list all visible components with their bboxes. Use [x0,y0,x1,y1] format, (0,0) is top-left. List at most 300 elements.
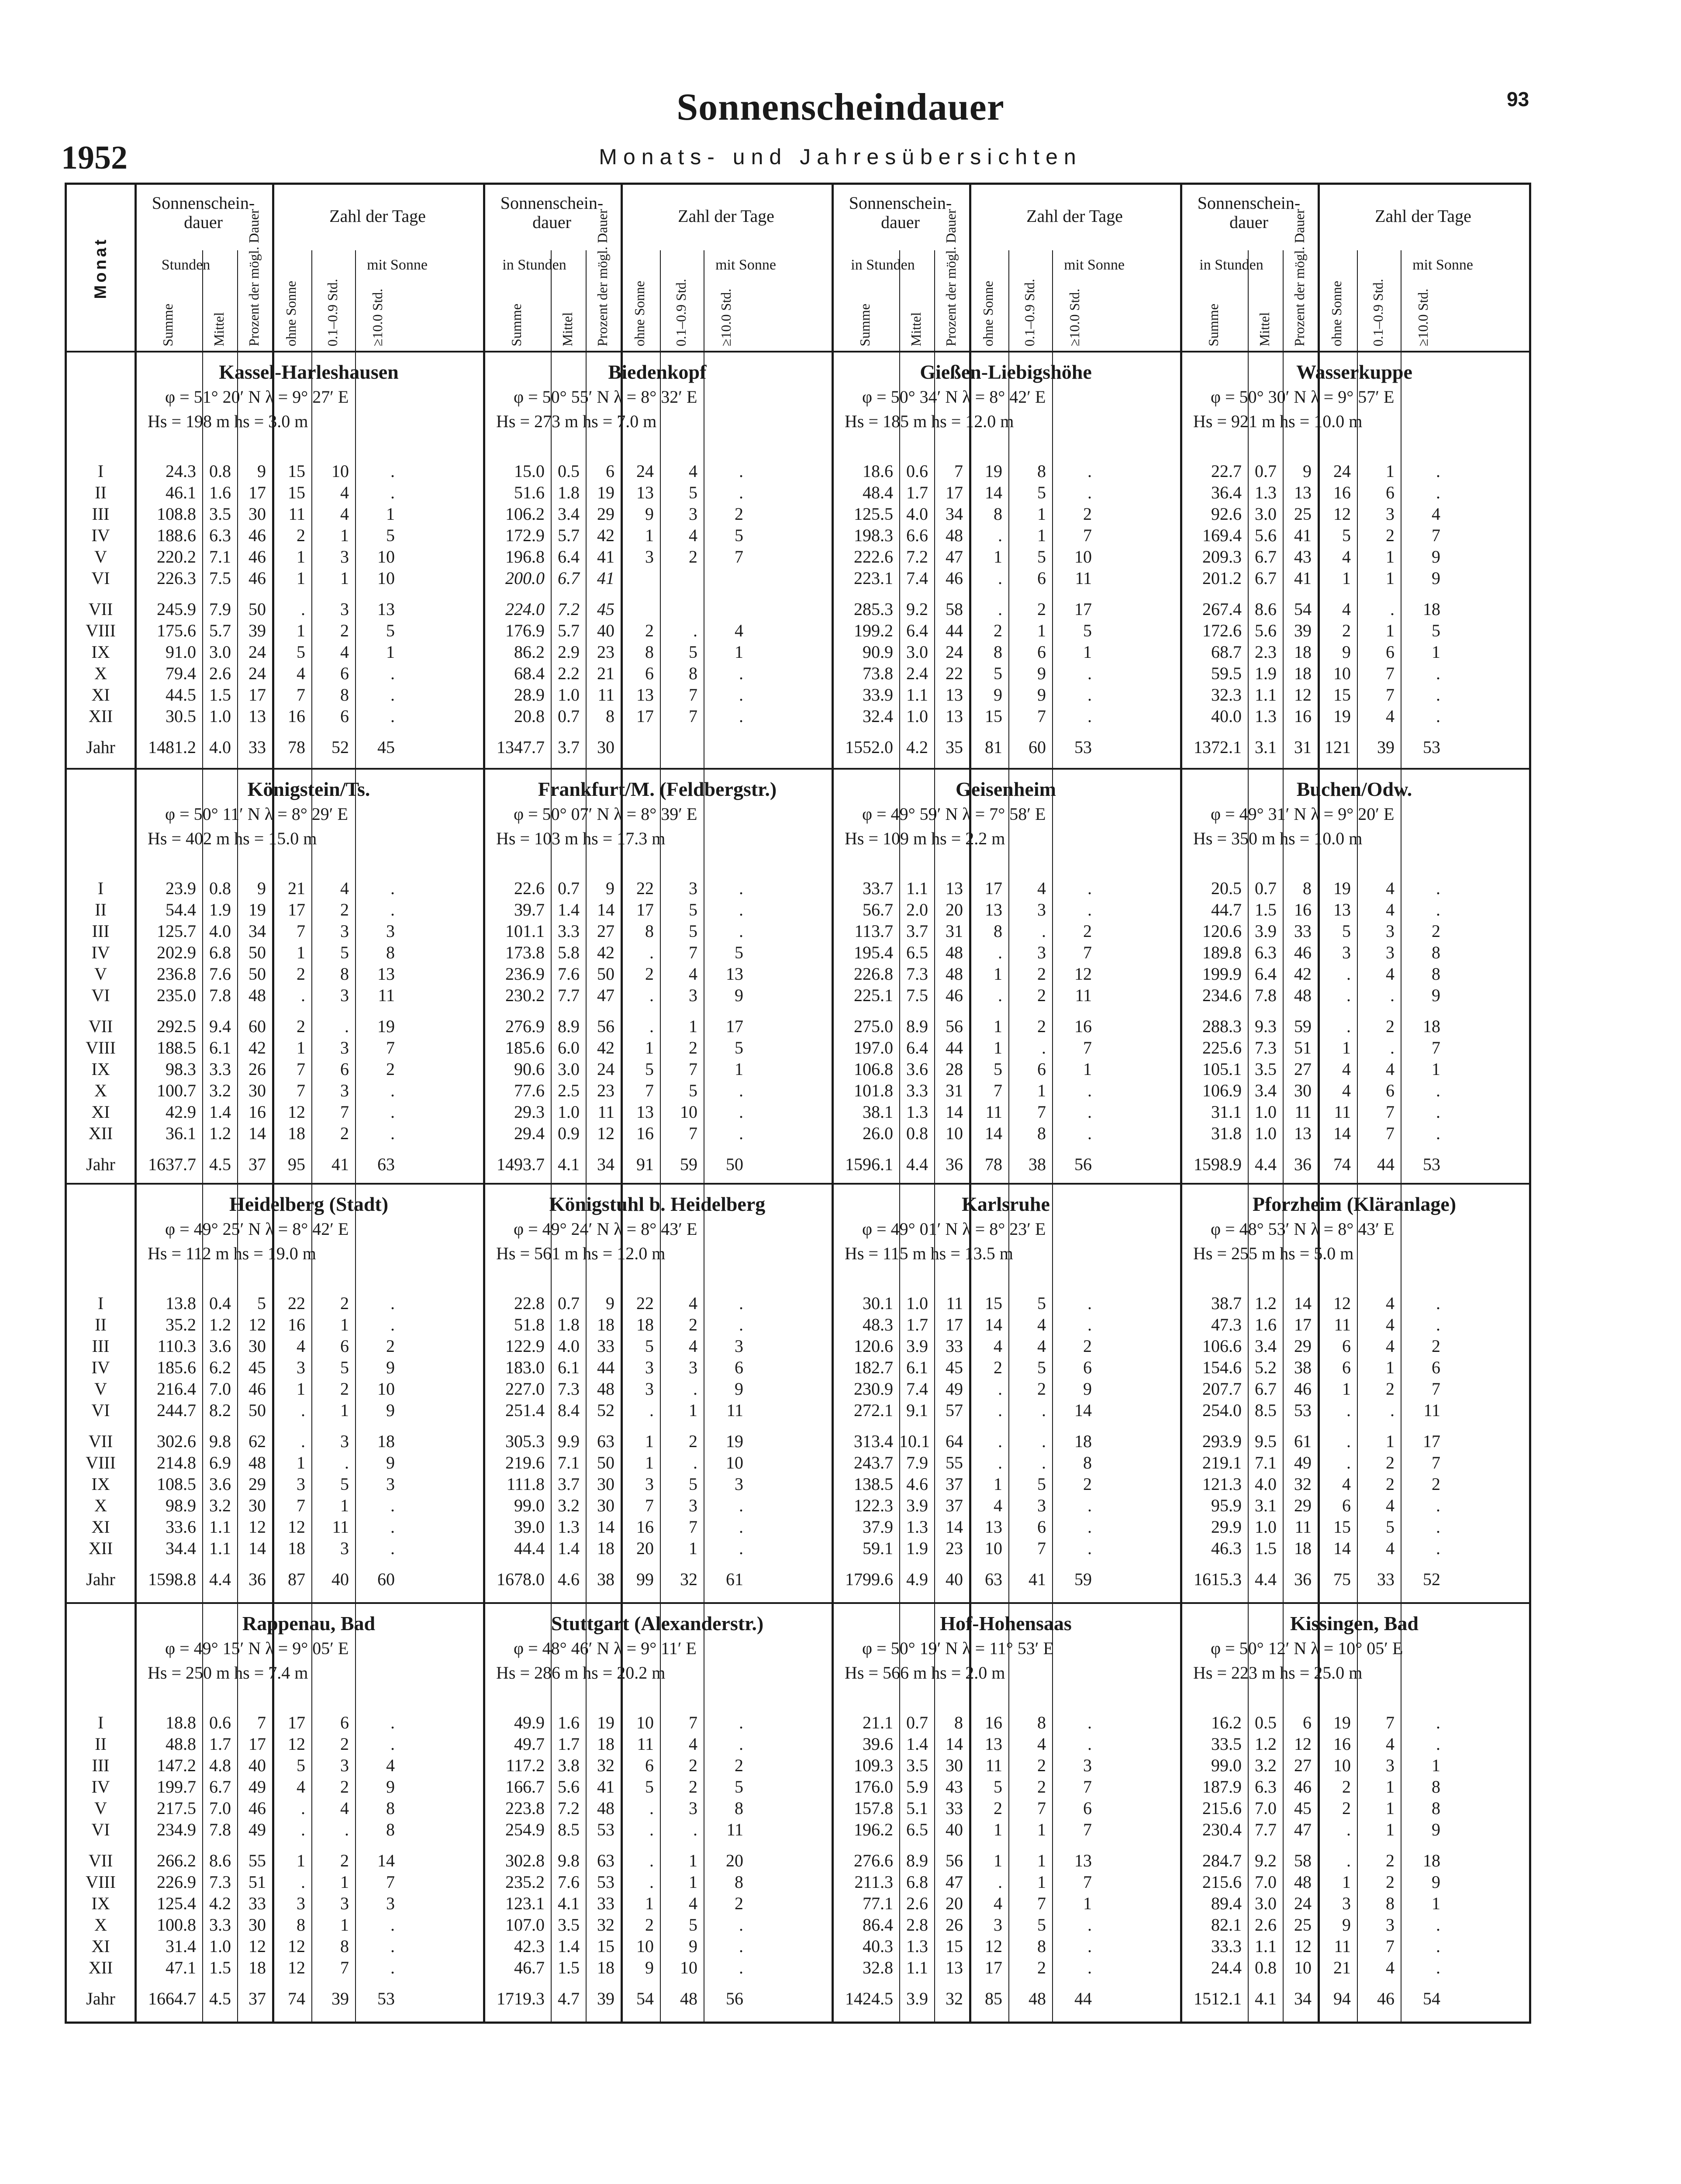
table-cell: 3.2 [209,1081,231,1100]
table-cell: 44 [597,1358,614,1377]
table-cell: 14 [946,1734,963,1754]
table-cell: 9 [645,1958,654,1977]
table-cell: 29 [1294,1336,1312,1356]
table-cell: 9 [1342,642,1351,662]
table-cell: 37 [249,1154,266,1174]
station-heights: Hs = 921 m hs = 10.0 m [1193,411,1363,431]
table-cell: 11 [597,685,614,705]
column-header: Prozent der mögl. Dauer [246,209,262,346]
table-cell: 15 [1333,1517,1351,1537]
table-cell: . [998,599,1002,619]
table-cell: 2 [386,1336,395,1356]
table-cell: 1.9 [906,1538,928,1558]
table-cell: 2 [1386,1379,1395,1399]
table-cell: 11 [946,1293,963,1313]
table-cell: 176.0 [854,1777,893,1797]
table-cell: 1.4 [558,1538,580,1558]
table-cell: 3.5 [209,504,231,524]
table-cell: 37 [946,1496,963,1515]
table-cell: 98.3 [166,1059,196,1079]
month-label: III [92,1755,110,1775]
table-cell: . [1436,878,1440,898]
table-cell: 48 [1294,985,1312,1005]
table-cell: 8 [1037,1713,1046,1732]
table-cell: 2 [994,621,1002,640]
table-cell: . [739,1734,743,1754]
table-cell: . [1346,1820,1351,1839]
hours-subheader: in Stunden [1199,257,1263,273]
table-cell: 7.1 [1255,1453,1277,1472]
table-cell: . [1087,483,1092,502]
table-cell: 1 [1037,504,1046,524]
table-cell: 60 [1029,737,1046,757]
table-cell: 7 [1083,1038,1092,1057]
table-cell: 7.2 [558,1798,580,1818]
table-cell: 13 [636,685,654,705]
table-cell: 44 [1074,1989,1092,2008]
table-cell: . [739,1293,743,1313]
table-cell: 7 [1432,1038,1440,1057]
table-cell: 82.1 [1211,1915,1242,1935]
table-cell: 34 [1294,1989,1312,2008]
table-cell: 6 [1037,1517,1046,1537]
table-cell: 17 [985,1958,1002,1977]
table-cell: 8 [994,504,1002,524]
table-cell: 267.4 [1202,599,1242,619]
table-cell: 24 [946,642,963,662]
table-cell: 1 [994,547,1002,567]
table-cell: 7.1 [209,547,231,567]
table-cell: 22 [636,1293,654,1313]
table-cell: 48 [249,985,266,1005]
table-cell: 52 [331,737,349,757]
table-cell: . [739,1958,743,1977]
table-cell: 12 [1333,1293,1351,1313]
table-cell: 24 [597,1059,614,1079]
table-cell: 1 [994,1851,1002,1870]
table-cell: 90.9 [863,642,893,662]
table-cell: 41 [597,568,614,588]
table-cell: 4 [1037,1734,1046,1754]
table-cell: . [739,921,743,941]
column-header: 0.1–0.9 Std. [673,279,689,346]
table-cell: 12 [1333,504,1351,524]
table-cell: 60 [377,1569,395,1589]
table-cell: 18 [597,1734,614,1754]
table-cell: 4 [1386,1336,1395,1356]
table-cell: 235.0 [157,985,196,1005]
table-cell: 1 [689,1400,697,1420]
table-cell: 7.6 [558,1872,580,1892]
table-cell: 39.6 [863,1734,893,1754]
table-cell: 48 [946,943,963,962]
table-cell: 3 [689,504,697,524]
table-cell: 1 [994,1820,1002,1839]
table-cell: 92.6 [1211,504,1242,524]
table-cell: 14 [946,1517,963,1537]
table-cell: 8 [1386,1894,1395,1913]
table-cell: . [1087,1915,1092,1935]
table-cell: 0.6 [209,1713,231,1732]
station-name: Königstuhl b. Heidelberg [549,1193,766,1215]
table-cell: 55 [946,1453,963,1472]
table-cell: 4 [1386,964,1395,984]
table-cell: . [1346,1851,1351,1870]
table-cell: 2 [994,1798,1002,1818]
table-cell: 51 [1294,1038,1312,1057]
table-cell: . [1436,706,1440,726]
table-cell: 2 [1342,1798,1351,1818]
table-cell: 37 [249,1989,266,2008]
table-cell: 62 [249,1431,266,1451]
table-cell: 5 [386,525,395,545]
table-cell: 106.9 [1202,1081,1242,1100]
table-cell: 4 [1037,1336,1046,1356]
table-cell: 4.2 [906,737,928,757]
month-label: I [97,461,104,481]
table-cell: 9 [735,985,743,1005]
station-coordinates: φ = 50° 30′ N λ = 9° 57′ E [1211,387,1395,407]
table-cell: 49.9 [514,1713,545,1732]
table-cell: . [1436,1123,1440,1143]
table-cell: 3 [297,1894,305,1913]
table-cell: 34 [249,921,266,941]
table-cell: 40 [946,1820,963,1839]
month-label: V [94,1798,107,1818]
table-cell: 223.1 [854,568,893,588]
station-name: Rappenau, Bad [242,1612,376,1635]
table-cell: 39 [1294,621,1312,640]
table-cell: 4.4 [1255,1569,1277,1589]
table-cell: 46 [249,547,266,567]
table-cell: 10 [680,1958,697,1977]
table-cell: 3 [340,1894,349,1913]
table-cell: 1.1 [1255,1936,1277,1956]
table-cell: 1 [1037,1851,1046,1870]
table-cell: 188.5 [157,1038,196,1057]
table-cell: 3.0 [558,1059,580,1079]
table-cell: 199.2 [854,621,893,640]
table-cell: 1.0 [906,706,928,726]
table-cell: 1493.7 [497,1154,545,1174]
table-cell: 33 [946,1336,963,1356]
table-cell: . [1436,1081,1440,1100]
table-cell: 200.0 [505,568,545,588]
table-cell: 1 [1386,1358,1395,1377]
table-cell: 3.9 [906,1336,928,1356]
table-cell: 32 [597,1915,614,1935]
table-cell: 1 [994,1474,1002,1494]
table-cell: 7.6 [209,964,231,984]
table-cell: 234.9 [157,1820,196,1839]
table-cell: . [1087,900,1092,919]
table-cell: 48.3 [863,1315,893,1334]
table-cell: 8.6 [1255,599,1277,619]
table-cell: . [1436,1496,1440,1515]
table-cell: 1 [645,1894,654,1913]
table-cell: 6 [1083,1798,1092,1818]
table-cell: 3 [340,1038,349,1057]
table-cell: 32 [680,1569,697,1589]
table-cell: 9 [1037,663,1046,683]
days-header: Zahl der Tage [1375,206,1471,226]
month-label: III [92,1336,110,1356]
table-cell: 33.9 [863,685,893,705]
table-cell: 7.7 [558,985,580,1005]
table-cell: 15.0 [514,461,545,481]
table-cell: 8 [340,1936,349,1956]
table-cell: . [390,1936,395,1956]
station-name: Buchen/Odw. [1296,778,1412,800]
table-cell: 6 [645,663,654,683]
table-cell: 48 [946,964,963,984]
month-label: V [94,964,107,984]
table-cell: 8 [1432,1798,1440,1818]
table-cell: 45 [249,1358,266,1377]
table-cell: 7.7 [1255,1820,1277,1839]
table-cell: 59 [1294,1016,1312,1036]
table-cell: 77.1 [863,1894,893,1913]
table-cell: 2 [340,1777,349,1797]
table-cell: 13 [1333,900,1351,919]
table-cell: 7 [1386,1123,1395,1143]
table-cell: 7.8 [209,1820,231,1839]
table-cell: 44 [1377,1154,1395,1174]
table-cell: 225.1 [854,985,893,1005]
table-cell: 9 [735,1379,743,1399]
table-cell: 223.8 [505,1798,545,1818]
table-cell: 1 [994,1038,1002,1057]
table-cell: . [301,1820,305,1839]
table-cell: 7 [689,1059,697,1079]
days-header: Zahl der Tage [1026,206,1123,226]
table-cell: 6.4 [558,547,580,567]
table-cell: 9.3 [1255,1016,1277,1036]
table-cell: 11 [726,1400,743,1420]
column-header: ≥10.0 Std. [718,288,734,346]
table-cell: 5 [689,483,697,502]
table-cell: 6.1 [906,1358,928,1377]
table-cell: 216.4 [157,1379,196,1399]
table-cell: 27 [1294,1059,1312,1079]
table-cell: 4 [1037,878,1046,898]
table-cell: 32 [1294,1474,1312,1494]
table-cell: 9 [1303,461,1312,481]
table-cell: 7 [735,547,743,567]
column-header: ohne Sonne [283,280,299,346]
table-cell: 29 [249,1474,266,1494]
month-label: XII [88,1538,113,1558]
table-cell: 9 [1432,985,1440,1005]
table-cell: 5 [645,1777,654,1797]
table-cell: 2.9 [558,642,580,662]
table-cell: 5 [1432,621,1440,640]
table-cell: . [1087,1293,1092,1313]
table-cell: 7.3 [1255,1038,1277,1057]
table-cell: 1 [1386,1431,1395,1451]
table-cell: 106.2 [505,504,545,524]
table-cell: . [1346,1400,1351,1420]
table-cell: 7 [1386,663,1395,683]
table-cell: 7 [689,1517,697,1537]
table-cell: 31.4 [166,1936,196,1956]
table-cell: 13 [1294,483,1312,502]
table-cell: 18 [1294,1538,1312,1558]
table-cell: 5 [1037,1293,1046,1313]
table-cell: 13 [985,1517,1002,1537]
table-cell: 16 [288,1315,305,1334]
table-cell: 4 [1386,1538,1395,1558]
table-cell: 17 [985,878,1002,898]
table-cell: 17 [1423,1431,1440,1451]
table-cell: 6.5 [906,1820,928,1839]
table-cell: . [1087,1315,1092,1334]
sunshine-header: Sonnenschein-dauer [500,193,604,232]
table-cell: 19 [597,1713,614,1732]
table-cell: 0.6 [906,461,928,481]
table-cell: 33 [249,737,266,757]
table-cell: 36.4 [1211,483,1242,502]
table-cell: 5 [689,1915,697,1935]
station-coordinates: φ = 48° 46′ N λ = 9° 11′ E [514,1638,697,1658]
table-cell: 3.9 [906,1989,928,2008]
table-cell: 1615.3 [1194,1569,1242,1589]
column-header: 0.1–0.9 Std. [1022,279,1037,346]
table-cell: 3 [340,921,349,941]
table-cell: 227.0 [505,1379,545,1399]
table-cell: 1 [689,1872,697,1892]
table-cell: 24 [249,642,266,662]
table-cell: 54.4 [166,900,196,919]
table-cell: 2 [1037,1016,1046,1036]
table-cell: 48 [946,525,963,545]
table-cell: 47 [946,547,963,567]
table-cell: 2 [340,1123,349,1143]
month-label: IX [91,1894,110,1913]
table-cell: 8 [1432,1777,1440,1797]
table-cell: 5.8 [558,943,580,962]
table-cell: 7 [257,1713,266,1732]
table-cell: . [390,1102,395,1122]
table-cell: 17 [726,1016,743,1036]
header-divider [67,351,1529,352]
table-cell: 1 [735,1059,743,1079]
table-cell: 59.1 [863,1538,893,1558]
table-cell: . [649,1851,654,1870]
table-cell: 12 [288,1958,305,1977]
table-cell: 8 [386,1798,395,1818]
table-cell: 1.2 [209,1315,231,1334]
table-cell: 46.7 [514,1958,545,1977]
table-cell: 7 [297,1496,305,1515]
table-cell: 6 [606,461,614,481]
table-cell: 1598.9 [1194,1154,1242,1174]
month-label: IX [91,1474,110,1494]
table-cell: 4.1 [558,1154,580,1174]
table-cell: 125.5 [854,504,893,524]
table-cell: . [390,685,395,705]
table-cell: 276.6 [854,1851,893,1870]
table-cell: 12 [249,1315,266,1334]
table-cell: 47.1 [166,1958,196,1977]
station-name: Karlsruhe [962,1193,1050,1215]
table-cell: 87 [288,1569,305,1589]
table-cell: 89.4 [1211,1894,1242,1913]
table-cell: 63 [377,1154,395,1174]
table-cell: 16 [985,1713,1002,1732]
table-cell: 13 [946,878,963,898]
table-cell: 31 [946,921,963,941]
table-cell: 1678.0 [497,1569,545,1589]
table-cell: 36 [946,1154,963,1174]
table-cell: 7 [1037,1102,1046,1122]
table-cell: 24 [1294,1894,1312,1913]
table-cell: 6.4 [906,621,928,640]
table-cell: 20 [946,1894,963,1913]
table-cell: 5 [1342,525,1351,545]
table-cell: 1 [645,525,654,545]
station-coordinates: φ = 50° 34′ N λ = 8° 42′ E [862,387,1046,407]
table-cell: 42.9 [166,1102,196,1122]
table-cell: 74 [288,1989,305,2008]
table-cell: 7 [1386,1936,1395,1956]
station-coordinates: φ = 50° 11′ N λ = 8° 29′ E [165,804,348,824]
table-cell: 1 [1386,1798,1395,1818]
table-cell: 138.5 [854,1474,893,1494]
table-cell: 109.3 [854,1755,893,1775]
table-cell: 234.6 [1202,985,1242,1005]
table-cell: 101.1 [505,921,545,941]
table-cell: 53 [597,1872,614,1892]
table-cell: 2 [297,525,305,545]
month-label: III [92,921,110,941]
table-cell: 43 [946,1777,963,1797]
table-cell: 50 [249,943,266,962]
table-cell: . [1087,461,1092,481]
table-cell: 30 [597,1474,614,1494]
table-cell: . [1087,706,1092,726]
table-cell: 230.2 [505,985,545,1005]
table-cell: 3.5 [906,1755,928,1775]
table-cell: 30.1 [863,1293,893,1313]
table-cell: . [345,1820,349,1839]
table-cell: 3.9 [906,1496,928,1515]
table-cell: 15 [597,1936,614,1956]
sunshine-header: Sonnenschein-dauer [152,193,255,232]
table-cell: 1.3 [906,1517,928,1537]
column-header: Mittel [1256,312,1272,346]
table-cell: 27 [1294,1755,1312,1775]
table-cell: 21 [1333,1958,1351,1977]
month-label: VI [91,568,110,588]
table-cell: 7.4 [906,1379,928,1399]
table-cell: 251.4 [505,1400,545,1420]
table-cell: 3 [645,1379,654,1399]
table-cell: 6 [735,1358,743,1377]
table-cell: 173.8 [505,943,545,962]
table-cell: 7 [386,1872,395,1892]
table-cell: 7 [1037,1798,1046,1818]
table-cell: 8.6 [209,1851,231,1870]
table-cell: 86.2 [514,642,545,662]
table-cell: 236.9 [505,964,545,984]
table-cell: 39 [331,1989,349,2008]
table-cell: 7 [1083,1872,1092,1892]
table-cell: 46 [1294,943,1312,962]
table-cell: 1637.7 [148,1154,196,1174]
table-cell: 18.8 [166,1713,196,1732]
table-cell: 3 [994,1915,1002,1935]
